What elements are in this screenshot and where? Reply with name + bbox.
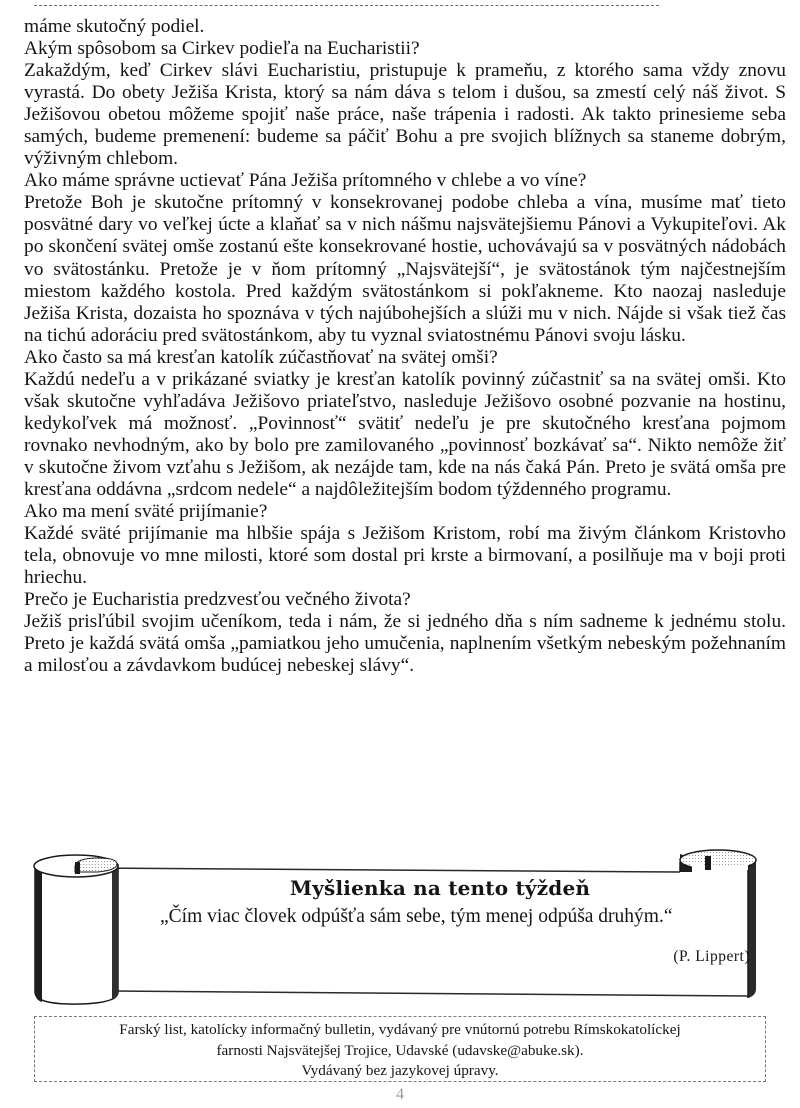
thought-author: (P. Lippert) — [673, 948, 750, 965]
question-heading: Akým spôsobom sa Cirkev podieľa na Eucharistii? — [24, 38, 420, 60]
thought-title: Myšlienka na tento týždeň — [289, 876, 591, 900]
question-heading: Ako máme správne uctievať Pána Ježiša prítomného v chlebe a vo víne? — [24, 170, 587, 192]
article-body — [24, 16, 786, 677]
question-heading: Ako často sa má kresťan katolík zúčastňovať na svätej omši? — [24, 346, 498, 368]
question-heading: Prečo je Eucharistia predzvesťou večného života? — [24, 589, 411, 611]
question-heading: Ako ma mení sväté prijímanie? — [24, 501, 268, 523]
top-divider — [34, 5, 659, 6]
answer-paragraph: Ježiš prisľúbil svojim učeníkom, teda i nám, že si jedného dňa s ním sadneme k jednému stolu. Preto je každá svätá omša „pamiatkou jeho umučenia, naplnením všetkým nebeským požehnaním a milosťou a závdavkom budúcej nebeskej slávy“. — [24, 611, 786, 677]
footer-line: Vydávaný bez jazykovej úpravy. — [301, 1062, 499, 1079]
answer-paragraph: máme skutočný podiel. — [24, 16, 205, 37]
thought-quote: „Čím viac človek odpúšťa sám sebe, tým menej odpúša druhým.“ — [160, 906, 673, 927]
thought-of-week-banner — [20, 840, 790, 1010]
footer-line: Farský list, katolícky informačný bulletin, vydávaný pre vnútornú potrebu Rímskokatolíckej — [119, 1021, 681, 1038]
answer-paragraph: Každé sväté prijímanie ma hlbšie spája s Ježišom Kristom, robí ma živým článkom Kristovho tela, obnovuje vo mne milosti, ktoré som dostal pri krste a birmovaní, a posilňuje ma v boji proti hriechu. — [24, 523, 786, 589]
answer-paragraph: Zakaždým, keď Cirkev slávi Eucharistiu, pristupuje k prameňu, z ktorého sama vždy znovu vyrastá. Do obety Ježiša Krista, ktorý sa nám dáva s telom i dušou, sa zmestí celý náš život. S Ježišovou obetou môžeme spojiť naše práce, naše trápenia i radosti. Ak takto prinesieme seba samých, budeme premenení: budeme sa páčiť Bohu a pre svojich blížnych sa staneme dobrým, výživným chlebom. — [24, 60, 786, 170]
answer-paragraph: Každú nedeľu a v prikázané sviatky je kresťan katolík povinný zúčastniť sa na svätej omši. Kto však skutočne vyhľadáva Ježišovo priateľstvo, nasleduje Ježišovo osobné pozvanie na hostinu, kedykoľvek má možnosť. „Povinnosť“ svätiť nedeľu je pre skutočného kresťana pojmom rovnako nevhodným, ako by bolo pre zamilovaného „povinnosť bozkávať sa“. Nikto nemôže žiť v skutočne živom vzťahu s Ježišom, ak nezájde tam, kde na nás čaká Pán. Preto je svätá omša pre kresťana oddávna „srdcom nedele“ a najdôležitejším bodom týždenného programu. — [24, 368, 786, 500]
answer-paragraph: Pretože Boh je skutočne prítomný v konsekrovanej podobe chleba a vína, musíme mať tieto posvätné dary vo veľkej úcte a klaňať sa v nich nášmu najsvätejšiemu Pánovi a Vykupiteľovi. Ak po skončení svätej omše zostanú ešte konsekrované hostie, uchovávajú sa v posvätných nádobách vo svätostánku. Pretože je v ňom prítomný „Najsvätejší“, je svätostánok tým najčestnejším miestom každého kostola. Pred každým svätostánkom si pokľakneme. Kto naozaj nasleduje Ježiša Krista, dozaista ho spoznáva v tých najúbohejších a slúži mu v nich. Nájde si však tiež čas na tichú adoráciu pred svätostánkom, aby tu vyznal sviatostnému Pánovi svoju lásku. — [24, 192, 786, 346]
publication-footer — [34, 1016, 766, 1082]
footer-line: farnosti Najsvätejšej Trojice, Udavské (udavske@abuke.sk). — [216, 1041, 584, 1059]
page-number: 4 — [396, 1086, 404, 1103]
